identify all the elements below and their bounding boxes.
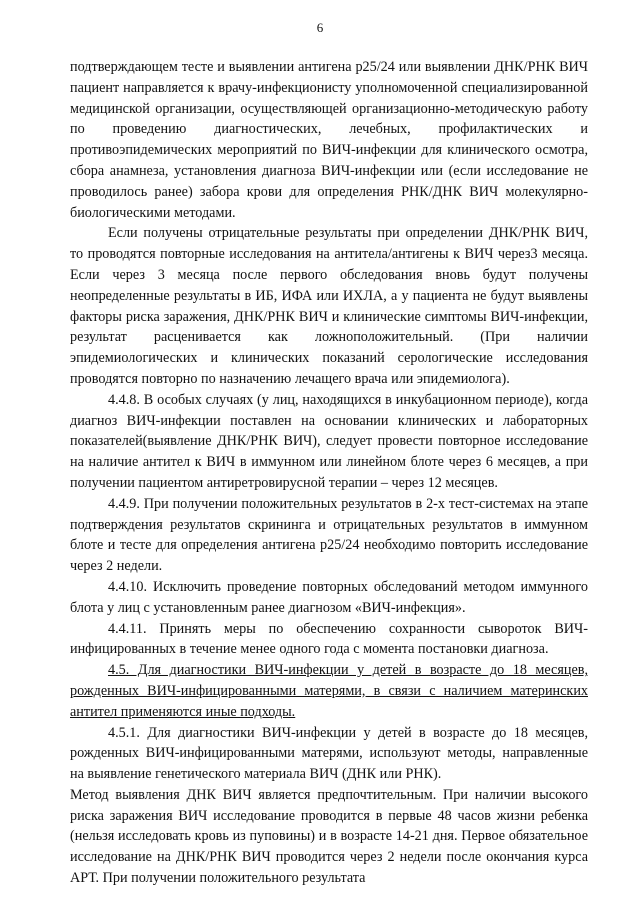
document-body (70, 57, 588, 889)
paragraph-negative-results: Если получены отрицательные результаты при определении ДНК/РНК ВИЧ, то проводятся повторные исследования на антитела/антигены к ВИЧ через3 месяца. Если через 3 месяца после первого обследования вновь будут получены неопределенные результаты в ИБ, ИФА или ИХЛА, а у пациента не будут выявлены факторы риска заражения, ДНК/РНК ВИЧ и клинические симптомы ВИЧ-инфекции, результат расценивается как ложноположительный. (При наличии эпидемиологических и клинических показаний серологические исследования проводятся повторно по назначению лечащего врача или эпидемиолога). (70, 225, 588, 387)
paragraph-4-4-9: 4.4.9. При получении положительных результатов в 2-х тест-системах на этапе подтверждения результатов скрининга и отрицательных результатов в иммунном блоте и тесте для определения антигена р25/24 необходимо повторить исследование через 2 недели. (70, 495, 588, 575)
paragraph-dna-method: Метод выявления ДНК ВИЧ является предпочтительным. При наличии высокого риска заражения ВИЧ исследование проводится в первые 48 часов жизни ребенка (нельзя исследовать кровь из пуповины) и в возрасте 14-21 дня. Первое обязательное исследование на ДНК/РНК ВИЧ проводится через 2 недели после окончания курса АРТ. При получении положительного результата (70, 786, 588, 887)
paragraph-continuation: подтверждающем тесте и выявлении антигена р25/24 или выявлении ДНК/РНК ВИЧ пациент направляется к врачу-инфекционисту уполномоченной специализированной медицинской организации, осуществляющей организационно-методическую работу по проведению диагностических, лечебных, профилактических и противоэпидемических мероприятий по ВИЧ-инфекции для клинического осмотра, сбора анамнеза, установления диагноза ВИЧ-инфекции или (если исследование не проводилось ранее) забора крови для определения РНК/ДНК ВИЧ молекулярно-биологическими методами. (70, 59, 588, 221)
paragraph-4-5: 4.5. Для диагностики ВИЧ-инфекции у детей в возрасте до 18 месяцев, рожденных ВИЧ-инфицированными матерями, в связи с наличием материнских антител применяются иные подходы. (70, 662, 588, 720)
paragraph-4-5-1: 4.5.1. Для диагностики ВИЧ-инфекции у детей в возрасте до 18 месяцев, рожденных ВИЧ-инфицированными матерями, используют методы, направленные на выявление генетического материала ВИЧ (ДНК или РНК). (70, 724, 588, 783)
paragraph-4-4-8: 4.4.8. В особых случаях (у лиц, находящихся в инкубационном периоде), когда диагноз ВИЧ-инфекции поставлен на основании клинических и лабораторных показателей(выявление ДНК/РНК ВИЧ), следует провести повторное исследование на наличие антител к ВИЧ в иммунном или линейном блоте через 6 месяцев, а при получении пациентом антиретровирусной терапии – через 12 месяцев. (70, 391, 588, 491)
paragraph-4-4-10: 4.4.10. Исключить проведение повторных обследований методом иммунного блота у лиц с установленным ранее диагнозом «ВИЧ-инфекция». (70, 578, 588, 616)
paragraph-4-4-11: 4.4.11. Принять меры по обеспечению сохранности сывороток ВИЧ-инфицированных в течение менее одного года с момента постановки диагноза. (70, 620, 588, 658)
page-number: 6 (316, 20, 324, 35)
